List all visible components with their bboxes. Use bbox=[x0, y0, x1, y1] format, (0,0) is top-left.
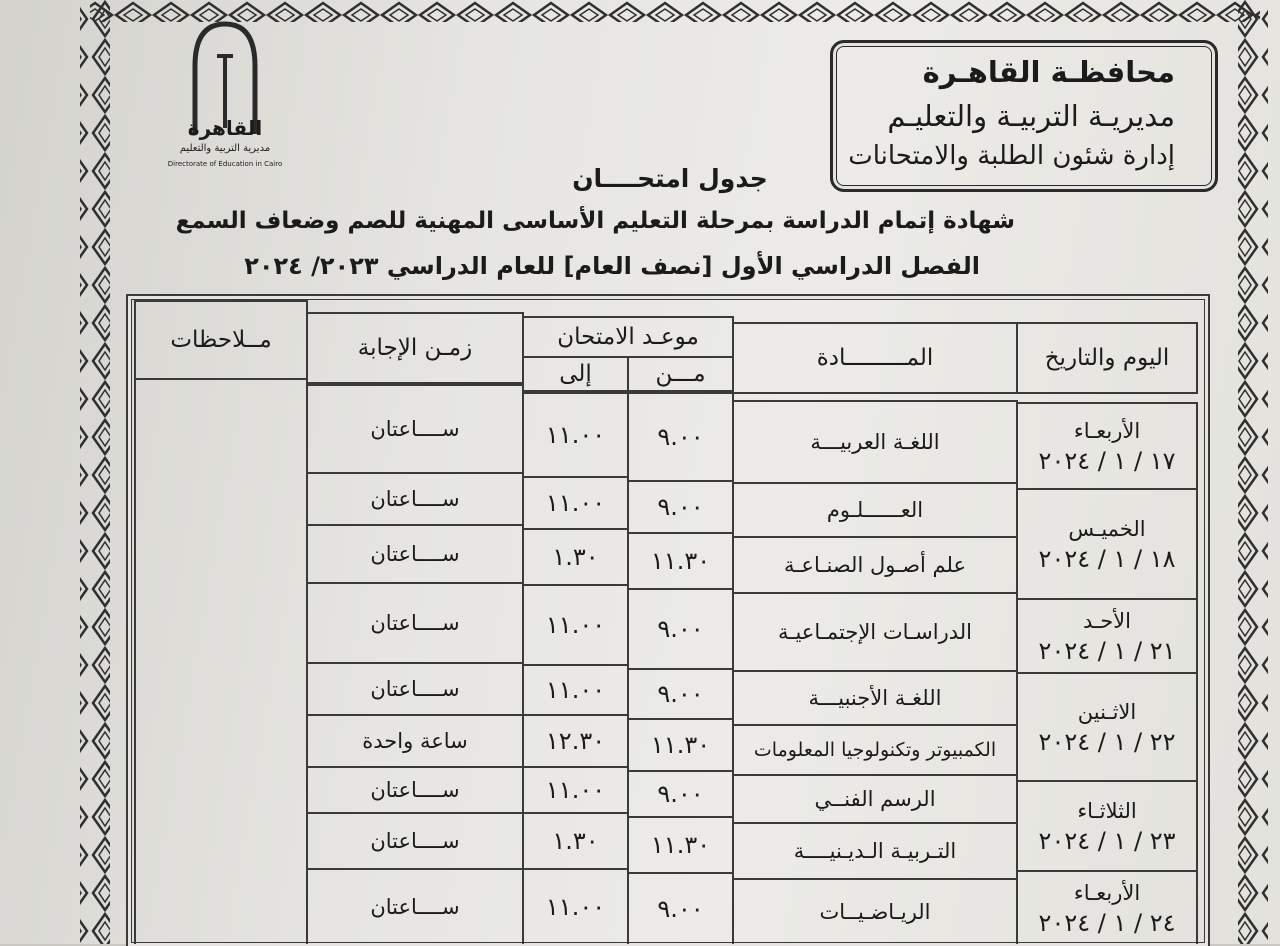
header-subject: المـــــــــادة bbox=[732, 322, 1018, 394]
header-exam-time: موعـد الامتحان bbox=[522, 316, 734, 358]
to-time-cell: ١١.٠٠ bbox=[522, 476, 629, 530]
duration-cell: ســــاعتان bbox=[306, 472, 524, 526]
duration-cell: ســــاعتان bbox=[306, 812, 524, 870]
logo-subtitle-en: Directorate of Education in Cairo bbox=[167, 160, 283, 168]
day-name: الأربعـاء bbox=[1073, 881, 1141, 905]
subject-cell: الكمبيوتر وتكنولوجيا المعلومات bbox=[732, 724, 1018, 776]
from-time-cell: ١١.٣٠ bbox=[627, 816, 734, 874]
notes-column bbox=[134, 378, 308, 944]
day-cell bbox=[1016, 672, 1198, 782]
day-cell bbox=[1016, 598, 1198, 674]
day-name: الثلاثـاء bbox=[1077, 799, 1137, 823]
semester-title: الفصل الدراسي الأول [نصف العام] للعام الدراسي ٢٠٢٣/ ٢٠٢٤ bbox=[244, 252, 980, 280]
logo-subtitle-ar: مديرية التربية والتعليم bbox=[179, 143, 271, 154]
from-time-cell: ٩.٠٠ bbox=[627, 392, 734, 482]
to-time-cell: ١١.٠٠ bbox=[522, 584, 629, 666]
subject-cell: الرسم الفنــي bbox=[732, 774, 1018, 824]
certificate-title: شهادة إتمام الدراسة بمرحلة التعليم الأساسى المهنية للصم وضعاف السمع bbox=[175, 208, 1015, 234]
left-border-chain bbox=[80, 0, 110, 944]
from-time-cell: ١١.٣٠ bbox=[627, 718, 734, 772]
day-date: ٢٢ / ١ / ٢٠٢٤ bbox=[1038, 728, 1176, 756]
duration-cell: ســــاعتان bbox=[306, 384, 524, 474]
governorate-name: محافظـة القاهـرة bbox=[922, 55, 1175, 89]
day-date: ١٨ / ١ / ٢٠٢٤ bbox=[1038, 545, 1176, 573]
to-time-cell: ١.٣٠ bbox=[522, 812, 629, 870]
duration-cell: ســــاعتان bbox=[306, 766, 524, 814]
to-time-cell: ١٢.٣٠ bbox=[522, 714, 629, 768]
to-time-cell: ١١.٠٠ bbox=[522, 868, 629, 944]
duration-cell: ســــاعتان bbox=[306, 524, 524, 584]
right-border-chain bbox=[1238, 0, 1268, 944]
header-to: إلى bbox=[522, 356, 629, 392]
day-date: ١٧ / ١ / ٢٠٢٤ bbox=[1038, 447, 1176, 475]
day-cell bbox=[1016, 780, 1198, 872]
day-name: الاثـنين bbox=[1077, 700, 1137, 724]
directorate-name: مديريـة التربيـة والتعليـم bbox=[887, 99, 1175, 133]
day-name: الأربعـاء bbox=[1073, 419, 1141, 443]
day-name: الأحـد bbox=[1083, 609, 1131, 633]
subject-cell: اللغـة الأجنبيـــة bbox=[732, 670, 1018, 726]
logo-name: القاهرة bbox=[187, 116, 263, 140]
subject-cell: العــــــلـوم bbox=[732, 482, 1018, 538]
header-from: مـــن bbox=[627, 356, 734, 392]
cairo-education-logo bbox=[155, 16, 295, 176]
day-cell bbox=[1016, 870, 1198, 944]
duration-cell: ســــاعتان bbox=[306, 662, 524, 716]
day-name: الخميـس bbox=[1068, 517, 1146, 541]
subject-cell: اللغـة العربيـــة bbox=[732, 400, 1018, 484]
from-time-cell: ١١.٣٠ bbox=[627, 532, 734, 590]
duration-cell: ســــاعتان bbox=[306, 582, 524, 664]
header-duration: زمـن الإجابة bbox=[306, 312, 524, 384]
to-time-cell: ١١.٠٠ bbox=[522, 664, 629, 716]
from-time-cell: ٩.٠٠ bbox=[627, 872, 734, 944]
subject-cell: علم أصـول الصنـاعـة bbox=[732, 536, 1018, 594]
header-notes: مــلاحظات bbox=[134, 300, 308, 380]
day-date: ٢٣ / ١ / ٢٠٢٤ bbox=[1038, 827, 1176, 855]
day-date: ٢١ / ١ / ٢٠٢٤ bbox=[1038, 637, 1176, 665]
from-time-cell: ٩.٠٠ bbox=[627, 668, 734, 720]
subject-cell: التـربيـة الـديـنيــــة bbox=[732, 822, 1018, 880]
department-name: إدارة شئون الطلبة والامتحانات bbox=[848, 141, 1175, 171]
day-cell bbox=[1016, 402, 1198, 490]
directorate-header-box bbox=[830, 40, 1218, 192]
subject-cell: الدراسـات الإجتمـاعيـة bbox=[732, 592, 1018, 672]
to-time-cell: ١١.٠٠ bbox=[522, 766, 629, 814]
day-date: ٢٤ / ١ / ٢٠٢٤ bbox=[1038, 909, 1176, 937]
from-time-cell: ٩.٠٠ bbox=[627, 480, 734, 534]
from-time-cell: ٩.٠٠ bbox=[627, 770, 734, 818]
from-time-cell: ٩.٠٠ bbox=[627, 588, 734, 670]
to-time-cell: ١١.٠٠ bbox=[522, 392, 629, 478]
to-time-cell: ١.٣٠ bbox=[522, 528, 629, 586]
schedule-title: جدول امتحــــان bbox=[572, 164, 768, 193]
duration-cell: ســــاعتان bbox=[306, 868, 524, 944]
duration-cell: ساعة واحدة bbox=[306, 714, 524, 768]
header-day-date: اليوم والتاريخ bbox=[1016, 322, 1198, 394]
day-cell bbox=[1016, 488, 1198, 600]
subject-cell: الريـاضـيــات bbox=[732, 878, 1018, 944]
